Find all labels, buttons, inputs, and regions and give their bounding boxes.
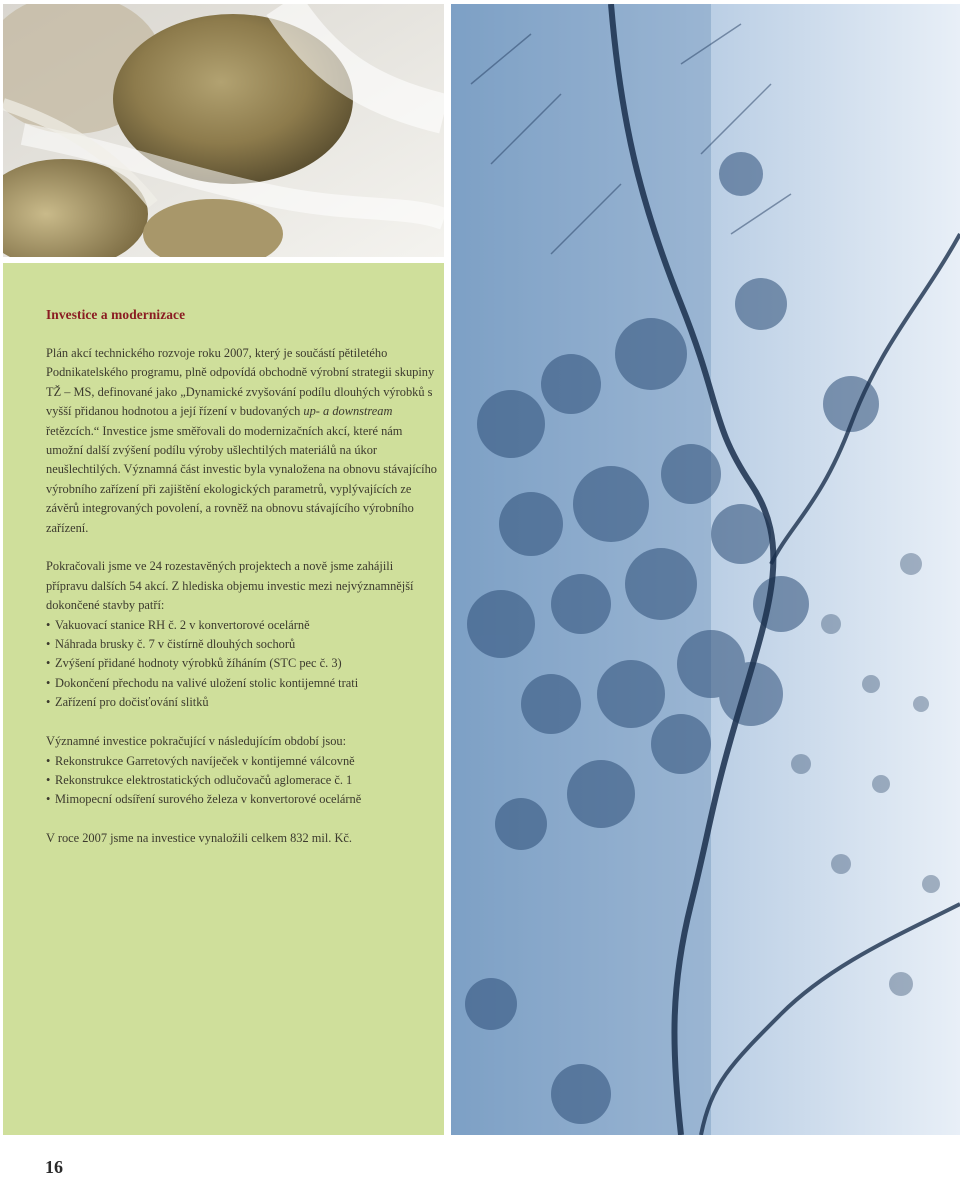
list-item: • Mimopecní odsíření surového železa v konvertorové ocelárně (46, 790, 444, 809)
list-item: • Vakuovací stanice RH č. 2 v konvertorové ocelárně (46, 616, 444, 635)
page-number: 16 (45, 1157, 63, 1177)
stone-photo-graphic (3, 4, 444, 257)
list-item: • Náhrada brusky č. 7 v čistírně dlouhých sochorů (46, 635, 444, 654)
forest-photo (451, 4, 960, 1135)
list-item: • Rekonstrukce elektrostatických odlučovačů aglomerace č. 1 (46, 771, 444, 790)
paragraph-total: V roce 2007 jsme na investice vynaložili celkem 832 mil. Kč. (46, 831, 353, 846)
list-item: • Dokončení přechodu na valivé uložení stolic kontijemné trati (46, 674, 444, 693)
paragraph-continuing: Významné investice pokračující v následujícím období jsou: (46, 734, 347, 749)
paragraph-strategy-emphasis: up- a downstream (303, 404, 393, 419)
list-item: • Zvýšení přidané hodnoty výrobků žíháním (STC pec č. 3) (46, 654, 444, 673)
completed-projects-list (46, 616, 444, 713)
stone-photo (3, 4, 444, 257)
forest-photo-graphic (451, 4, 960, 1135)
section-heading: Investice a modernizace (46, 307, 186, 322)
paragraph-strategy-part1: Plán akcí technického rozvoje roku 2007, který je součástí pětiletého Podnikatelského programu, plně odpovídá obchodně výrobní strategii skupiny TŽ – MS, definované jako „Dynamické zvyšování podílu dlouhých výrobků s vyšší přidanou hodnotou a její řízení v budovaných (46, 346, 435, 419)
list-item: • Rekonstrukce Garretových navíječek v kontijemné válcovně (46, 752, 444, 771)
paragraph-projects: Pokračovali jsme ve 24 rozestavěných projektech a nově jsme zahájili přípravu dalších 54 akcí. Z hlediska objemu investic mezi nejvýznamnější dokončené stavby patří: (46, 559, 414, 613)
text-panel (3, 263, 444, 1135)
paragraph-strategy-part2: řetězcích.“ Investice jsme směřovali do modernizačních akcí, které nám umožní další zvýšení podílu výroby ušlechtilých materiálů na úkor neušlechtilých. Významná část investic byla vynaložena na obnovu stávajícího výrobního zařízení při zajištění ekologických parametrů, vyplývajících ze závěrů integrovaných povolení, a rovněž na obnovu stávajícího výrobního zařízení. (46, 423, 437, 535)
paragraph-strategy (46, 344, 438, 538)
list-item: • Zařízení pro dočisťování slitků (46, 693, 444, 712)
continuing-projects-list (46, 752, 444, 810)
